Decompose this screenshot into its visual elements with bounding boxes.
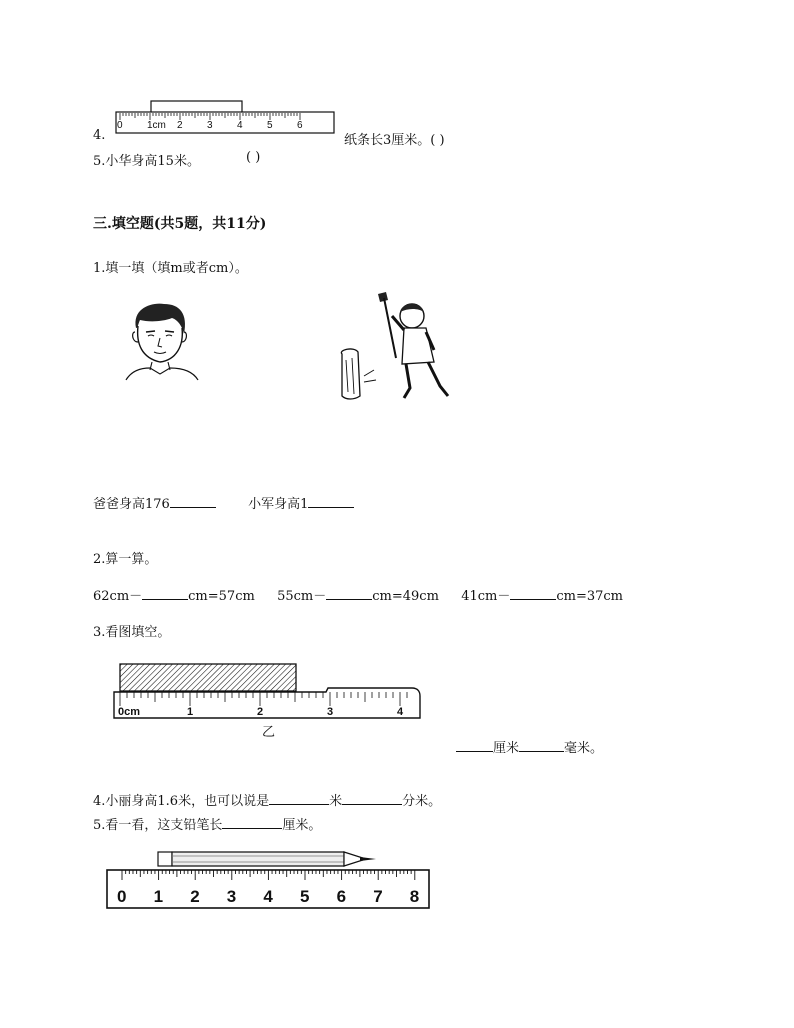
ruler1-label: 0 (117, 120, 123, 131)
ruler2-label: 3 (327, 706, 334, 718)
boy-chopping-wood-illustration (334, 288, 456, 404)
xiaojun-height-unit-blank[interactable] (308, 495, 354, 508)
section-title: 三.填空题(共5题，共11分) (93, 216, 267, 232)
ruler3-label: 2 (190, 887, 200, 906)
ruler3-label: 5 (300, 887, 310, 906)
q3-prompt: 3.看图填空。 (93, 625, 171, 640)
ruler3-label: 3 (226, 887, 237, 906)
q2-equations-row (93, 585, 623, 604)
judge-q4-number: 4. (93, 128, 106, 143)
ruler1-label: 1cm (147, 120, 166, 131)
q3-cm-unit: 厘米 (493, 741, 520, 756)
eq2-right: cm=49cm (372, 589, 439, 604)
ruler3-label: 1 (153, 887, 164, 906)
pencil-illustration (158, 852, 376, 866)
ruler1-label: 4 (237, 120, 243, 131)
ruler1-label: 6 (297, 120, 303, 131)
q3-mm-blank[interactable] (519, 739, 564, 752)
q4-decimeter-unit: 分米。 (402, 794, 442, 809)
q4-decimeter-blank[interactable] (342, 792, 402, 805)
q4-text: 4.小丽身高1.6米，也可以说是 (93, 794, 270, 809)
ruler-mark-yi: 乙 (262, 724, 276, 738)
eq3-blank[interactable] (510, 587, 556, 600)
q4-meter-blank[interactable] (269, 792, 329, 805)
q3-mm-unit: 毫米。 (564, 741, 604, 756)
q5-text: 5.看一看，这支铅笔长 (93, 818, 223, 833)
paper-strip-ruler-figure (114, 99, 336, 135)
eq3-left: 41cm－ (461, 589, 511, 604)
pencil-ruler-figure (104, 848, 434, 912)
judge-q5-answer-paren[interactable]: ( ) (246, 150, 261, 165)
ruler2-label: 1 (187, 706, 194, 718)
hatched-bar (120, 664, 296, 691)
q3-answer-row (456, 737, 603, 756)
q5-length-blank[interactable] (222, 816, 282, 829)
xiaojun-height-text: 小军身高1 (248, 497, 309, 512)
ruler2-label: 0cm (118, 706, 141, 718)
judge-q5-statement: 5.小华身高15米。 (93, 154, 200, 169)
eq1-blank[interactable] (142, 587, 188, 600)
eq3-right: cm=37cm (556, 589, 623, 604)
eq2-blank[interactable] (326, 587, 372, 600)
ruler3-label: 7 (373, 887, 383, 906)
father-portrait-illustration (122, 300, 202, 382)
ruler2-label: 2 (257, 706, 264, 718)
ruler3-label: 4 (263, 887, 273, 906)
q5-unit: 厘米。 (282, 818, 322, 833)
ruler1-label: 3 (207, 120, 213, 131)
hatched-bar-ruler-figure (112, 662, 422, 738)
ruler3-label: 6 (336, 887, 347, 906)
eq2-left: 55cm－ (277, 589, 327, 604)
q5-row (93, 814, 321, 833)
father-height-unit-blank[interactable] (170, 495, 216, 508)
ruler2-label: 4 (397, 706, 404, 718)
ruler1-label: 5 (267, 120, 273, 131)
ruler3-label: 0 (117, 887, 127, 906)
q1-answer-row (93, 493, 354, 512)
paper-strip (151, 101, 242, 113)
q1-prompt: 1.填一填（填m或者cm）。 (93, 261, 248, 276)
ruler1-label: 2 (177, 120, 183, 131)
q4-meter-unit: 米 (329, 794, 343, 809)
eq1-right: cm=57cm (188, 589, 255, 604)
father-height-text: 爸爸身高176 (93, 497, 170, 512)
judge-q4-statement: 纸条长3厘米。( ) (344, 133, 445, 148)
q2-prompt: 2.算一算。 (93, 552, 158, 567)
q3-cm-blank[interactable] (456, 739, 493, 752)
ruler3-label: 8 (409, 887, 420, 906)
q4-row (93, 790, 441, 809)
eq1-left: 62cm－ (93, 589, 143, 604)
